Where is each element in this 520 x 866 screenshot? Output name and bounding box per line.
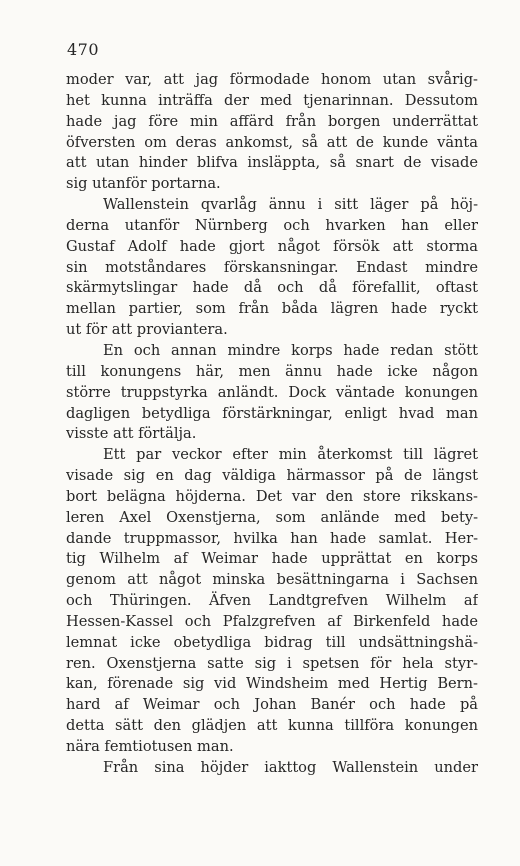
text-line: dagligen betydliga förstärkningar, enligt hvad man <box>66 404 478 422</box>
text-line: hard af Weimar och Johan Banér och hade på <box>66 696 478 714</box>
text-line: tig Wilhelm af Weimar hade upprättat en korps <box>66 550 478 568</box>
text-line: skärmytslingar hade då och då förefallit, oftast <box>66 279 478 297</box>
text-line: En och annan mindre korps hade redan stött <box>103 341 478 359</box>
text-line: större truppstyrka anländt. Dock väntade konungen <box>66 383 478 401</box>
text-line: ut för att proviantera. <box>66 321 228 339</box>
text-line: moder var, att jag förmodade honom utan svårig- <box>66 71 478 88</box>
page-number: 470 <box>67 40 100 59</box>
text-line: Wallenstein qvarlåg ännu i sitt läger på höj- <box>103 196 478 214</box>
text-line: sig utanför portarna. <box>66 175 221 193</box>
text-line: derna utanför Nürnberg och hvarken han eller <box>66 216 478 234</box>
text-line: genom att något minska besättningarna i Sachsen <box>66 571 478 589</box>
text-line: leren Axel Oxenstjerna, som anlände med bety- <box>66 508 478 526</box>
text-line: öfversten om deras ankomst, så att de kunde vänta <box>66 133 478 151</box>
text-line: nära femtiotusen man. <box>66 738 234 755</box>
text-line: hade jag före min affärd från borgen underrättat <box>66 112 478 130</box>
text-line: och Thüringen. Äfven Landtgrefven Wilhelm af <box>66 592 478 610</box>
text-line: Ett par veckor efter min återkomst till lägret <box>103 446 478 464</box>
text-line: visade sig en dag väldiga härmassor på de längst <box>66 467 478 485</box>
text-line: sin motståndares förskansningar. Endast mindre <box>66 258 478 276</box>
text-line: lemnat icke obetydliga bidrag till undsättningshä- <box>66 633 478 651</box>
text-line: Från sina höjder iakttog Wallenstein under <box>103 758 478 776</box>
text-line: het kunna inträffa der med tjenarinnan. Dessutom <box>66 91 478 109</box>
body-text <box>66 70 478 779</box>
text-line: visste att förtälja. <box>66 425 197 443</box>
text-line: kan, förenade sig vid Windsheim med Hertig Bern- <box>66 675 478 693</box>
text-line: detta sätt den glädjen att kunna tillföra konungen <box>66 717 478 735</box>
text-line: bort belägna höjderna. Det var den store rikskans- <box>66 487 478 505</box>
text-line: dande truppmassor, hvilka han hade samlat. Her- <box>66 529 478 547</box>
text-line: Gustaf Adolf hade gjort något försök att storma <box>66 237 478 255</box>
text-line: att utan hinder blifva insläppta, så snart de visade <box>66 154 478 172</box>
text-line: Hessen-Kassel och Pfalzgrefven af Birkenfeld hade <box>66 612 478 630</box>
text-line: ren. Oxenstjerna satte sig i spetsen för hela styr- <box>66 654 478 672</box>
text-line: till konungens här, men ännu hade icke någon <box>66 362 478 380</box>
text-line: mellan partier, som från båda lägren hade ryckt <box>66 300 478 318</box>
